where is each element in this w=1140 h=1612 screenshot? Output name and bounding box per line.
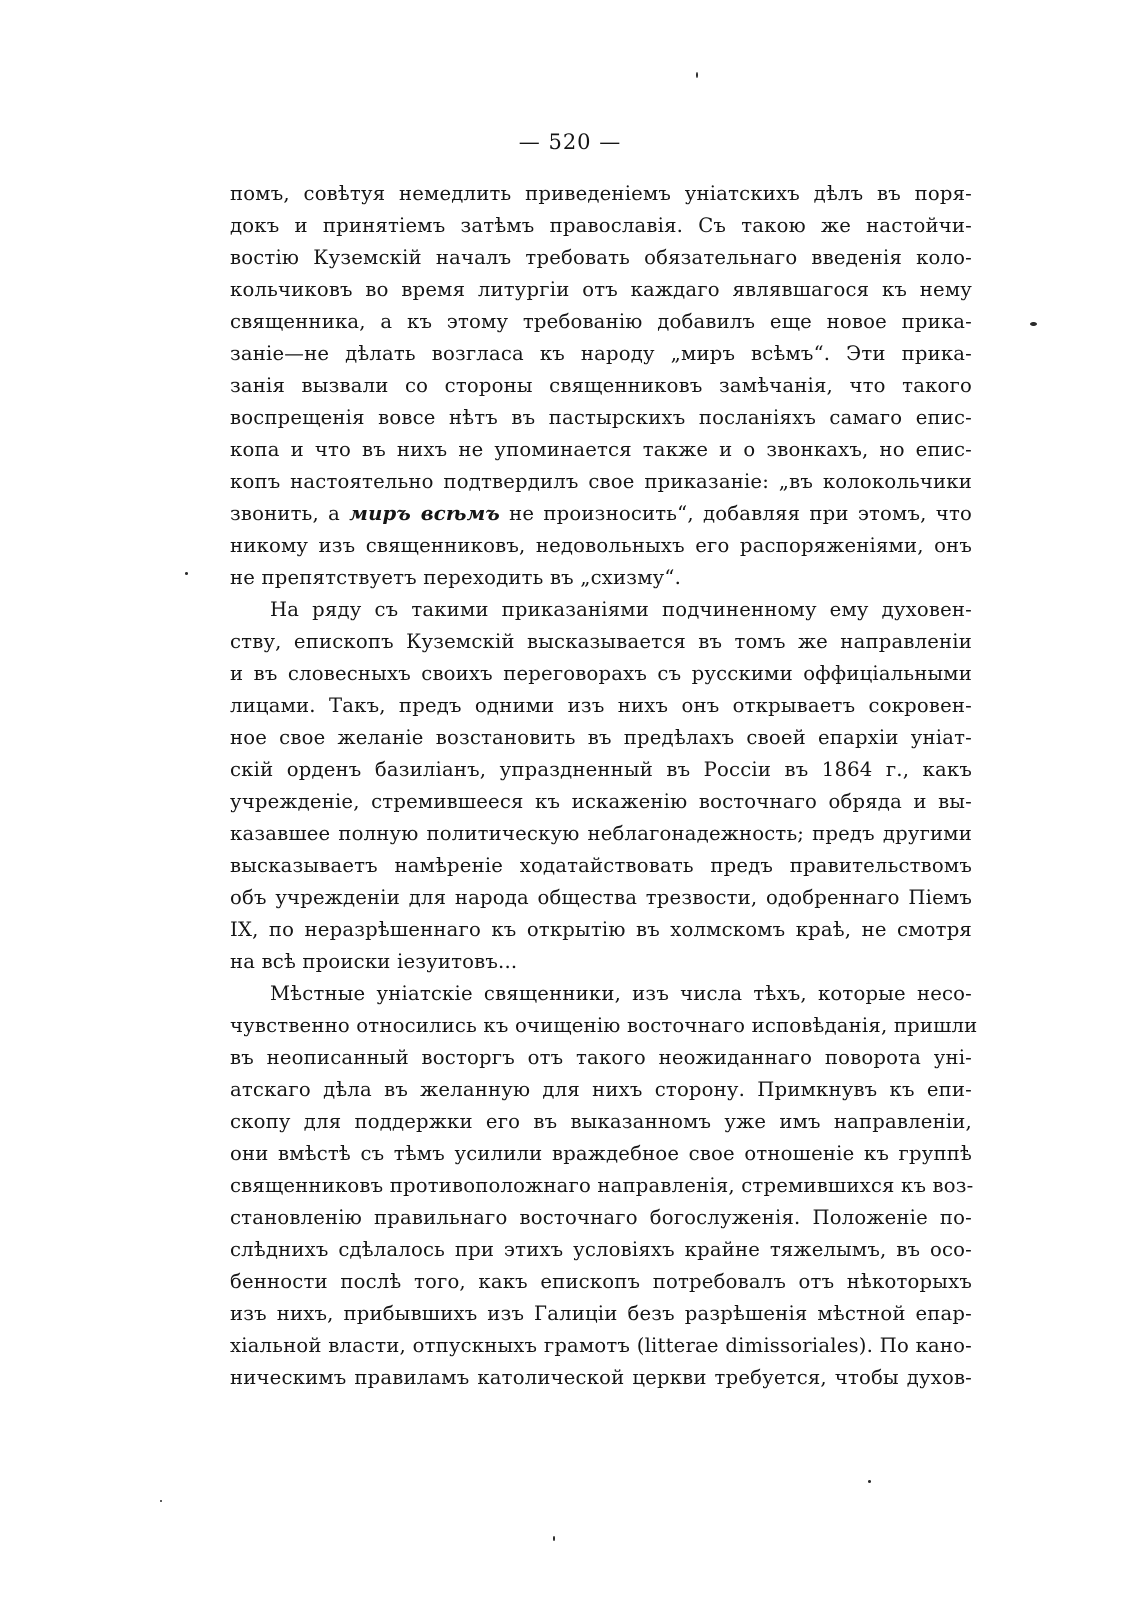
text-fragment: звонить, а: [230, 502, 350, 525]
text-body: [230, 178, 978, 1394]
text-line: востію Куземскій началъ требовать обязательнаго введенія коло-: [230, 246, 972, 269]
text-line: священника, а къ этому требованію добавилъ еще новое прика-: [230, 310, 972, 333]
text-line: атскаго дѣла въ желанную для нихъ сторону. Примкнувъ къ епи-: [230, 1078, 972, 1101]
paragraph-1: [230, 178, 972, 594]
text-line: никому изъ священниковъ, недовольныхъ его распоряженіями, онъ: [230, 534, 972, 557]
text-line: Мѣстные уніатскіе священники, изъ числа тѣхъ, которые несо-: [270, 982, 972, 1005]
text-line: чувственно относились къ очищенію восточнаго исповѣданія, пришли: [230, 1014, 978, 1037]
text-line: бенности послѣ того, какъ епископъ потребовалъ отъ нѣкоторыхъ: [230, 1270, 972, 1293]
text-line: высказываетъ намѣреніе ходатайствовать предъ правительствомъ: [230, 854, 972, 877]
text-line: становленію правильнаго восточнаго богослуженія. Положеніе по-: [230, 1206, 972, 1229]
text-line-with-italic: [230, 498, 972, 530]
text-line: копа и что въ нихъ не упоминается также и о звонкахъ, но епис-: [230, 438, 972, 461]
text-line: ническимъ правиламъ католической церкви требуется, чтобы духов-: [230, 1366, 972, 1389]
text-line: IX, по неразрѣшеннаго къ открытію въ холмскомъ краѣ, не смотря: [230, 918, 972, 941]
text-line: кольчиковъ во время литургіи отъ каждаго являвшагося къ нему: [230, 278, 972, 301]
page-number: — 520 —: [518, 130, 622, 154]
text-line: священниковъ противоположнаго направленія, стремившихся къ воз-: [230, 1174, 974, 1197]
text-line: изъ нихъ, прибывшихъ изъ Галиціи безъ разрѣшенія мѣстной епар-: [230, 1302, 972, 1325]
text-line: учрежденіе, стремившееся къ искаженію восточнаго обряда и вы-: [230, 790, 972, 813]
paragraph-2: [230, 594, 972, 978]
scan-speck: [553, 1536, 555, 1541]
text-line: слѣднихъ сдѣлалось при этихъ условіяхъ крайне тяжелымъ, въ осо-: [230, 1238, 972, 1261]
scan-speck: [696, 72, 698, 78]
text-line: объ учрежденіи для народа общества трезвости, одобреннаго Піемъ: [230, 886, 972, 909]
scan-speck: [160, 1500, 162, 1502]
text-line: На ряду съ такими приказаніями подчиненному ему духовен-: [270, 598, 972, 621]
text-line: помъ, совѣтуя немедлить приведеніемъ уніатскихъ дѣлъ въ поря-: [230, 182, 972, 205]
text-line: они вмѣстѣ съ тѣмъ усилили враждебное свое отношеніе къ группѣ: [230, 1142, 972, 1165]
text-line: копъ настоятельно подтвердилъ свое приказаніе: „въ колокольчики: [230, 470, 972, 493]
text-line: и въ словесныхъ своихъ переговорахъ съ русскими оффиціальными: [230, 662, 972, 685]
italic-phrase: миръ всѣмъ: [349, 502, 500, 525]
text-line: скій орденъ базиліанъ, упраздненный въ Россіи въ 1864 г., какъ: [230, 758, 972, 781]
text-line: въ неописанный восторгъ отъ такого неожиданнаго поворота уні-: [230, 1046, 972, 1069]
scan-speck: [868, 1480, 871, 1483]
text-line: ству, епископъ Куземскій высказывается въ томъ же направленіи: [230, 630, 972, 653]
text-line: докъ и принятіемъ затѣмъ православія. Съ такою же настойчи-: [230, 214, 972, 237]
text-line: не препятствуетъ переходить въ „схизму“.: [230, 566, 682, 589]
text-line: хіальной власти, отпускныхъ грамотъ (litterae dimissoriales). По кано-: [230, 1334, 972, 1357]
text-line: занія вызвали со стороны священниковъ замѣчанія, что такого: [230, 374, 972, 397]
paragraph-3: [230, 978, 978, 1394]
text-line: лицами. Такъ, предъ одними изъ нихъ онъ открываетъ сокровен-: [230, 694, 972, 717]
text-line: воспрещенія вовсе нѣтъ въ пастырскихъ посланіяхъ самаго епис-: [230, 406, 972, 429]
scan-speck: [1030, 322, 1037, 326]
text-line: на всѣ происки іезуитовъ...: [230, 950, 518, 973]
text-line: казавшее полную политическую неблагонадежность; предъ другими: [230, 822, 972, 845]
text-line: заніе—не дѣлать возгласа къ народу „миръ всѣмъ“. Эти прика-: [230, 342, 972, 365]
text-line: скопу для поддержки его въ выказанномъ уже имъ направленіи,: [230, 1110, 972, 1133]
scan-speck: [185, 572, 188, 575]
text-fragment: не произносить“, добавляя при этомъ, что: [499, 502, 972, 525]
text-line: ное свое желаніе возстановить въ предѣлахъ своей епархіи уніат-: [230, 726, 972, 749]
